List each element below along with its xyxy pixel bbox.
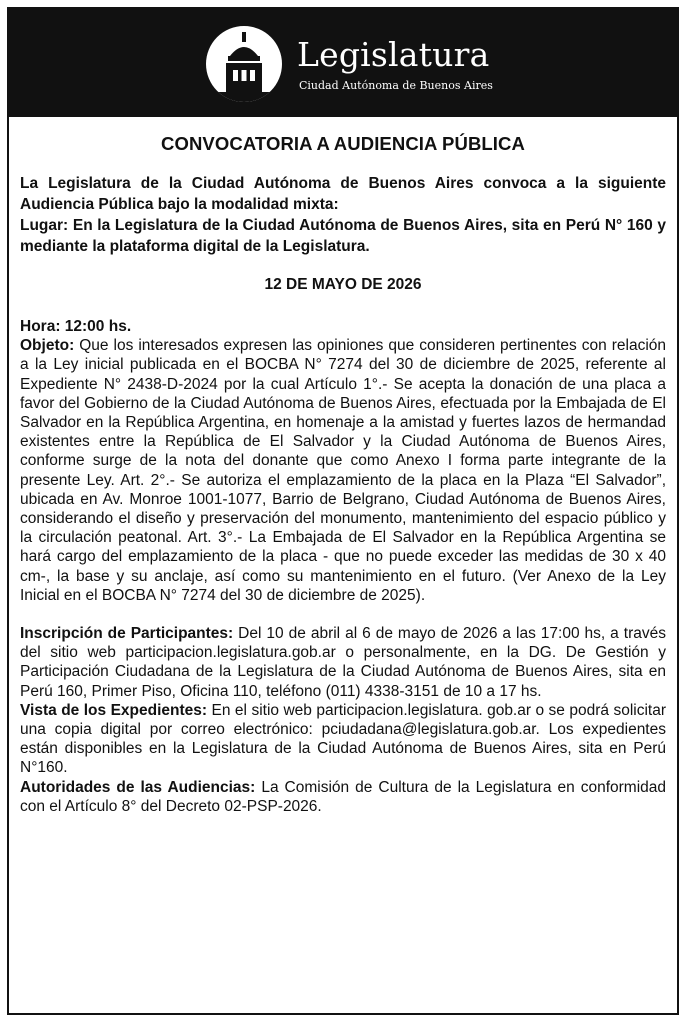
notice-body — [20, 317, 666, 816]
objeto-paragraph — [20, 336, 666, 605]
inscripcion-label: Inscripción de Participantes: — [20, 625, 234, 643]
hearing-date: 12 DE MAYO DE 2026 — [264, 276, 422, 293]
autoridades-label: Autoridades de las Audiencias: — [20, 778, 256, 796]
notice-content — [20, 117, 666, 816]
legislature-dome-icon — [206, 26, 282, 102]
autoridades-text: La Comisión de Cultura de la Legislatura en conformidad con el Artículo 8° del Decreto 02-PSP-2026. — [20, 778, 666, 815]
hora-label: Hora: 12:00 hs. — [20, 318, 132, 335]
header-banner — [9, 9, 677, 117]
intro-convocation: La Legislatura de la Ciudad Autónoma de Buenos Aires convoca a la siguiente Audiencia Pública bajo la modalidad mixta: — [20, 175, 666, 213]
brand-subtitle: Ciudad Autónoma de Buenos Aires — [299, 79, 493, 92]
hora-line — [20, 317, 666, 336]
vista-paragraph — [20, 701, 666, 778]
inscripcion-text: Del 10 de abril al 6 de mayo de 2026 a las 17:00 hs, a través del sitio web participacion.legislatura.gob.ar o personalmente, en la DG. De Gestión y Participación Ciudadana de la Legislatura de la Ciudad Autónoma de Buenos Aires, sita en Perú 160, Primer Piso, Oficina 110, teléfono (011) 4338-3151 de 10 a 17 hs. — [20, 625, 666, 700]
notice-frame — [7, 7, 679, 1015]
paragraph-gap — [20, 605, 666, 624]
intro-block — [20, 173, 666, 257]
brand-title: Legislatura — [297, 35, 490, 74]
vista-label: Vista de los Expedientes: — [20, 701, 208, 719]
autoridades-paragraph — [20, 778, 666, 816]
inscripcion-paragraph — [20, 624, 666, 701]
intro-location: Lugar: En la Legislatura de la Ciudad Autónoma de Buenos Aires, sita en Perú N° 160 y mediante la plataforma digital de la Legislatura. — [20, 217, 666, 255]
page-title: CONVOCATORIA A AUDIENCIA PÚBLICA — [161, 133, 525, 154]
objeto-text: Que los interesados expresen las opiniones que consideren pertinentes con relación a la Ley inicial publicada en el BOCBA N° 7274 del 30 de diciembre de 2025, referente al Expediente N° 2438-D-2024 por la cual Artículo 1°.- Se acepta la donación de una placa a favor del Gobierno de la Ciudad Autónoma de Buenos Aires, efectuada por la Embajada de El Salvador en la República Argentina, en homenaje a la amistad y fuertes lazos de hermandad existentes entre la República de El Salvador y la Ciudad Autónoma de Buenos Aires, conforme surge de la nota del donante que como Anexo I forma parte integrante de la presente Ley. Art. 2°.- Se autoriza el emplazamiento de la placa en la Plaza “El Salvador”, ubicada en Av. Monroe 1001-1077, Barrio de Belgrano, Ciudad Autónoma de Buenos Aires, considerando el diseño y preservación del monumento, mantenimiento del espacio público y la circulación peatonal. Art. 3°.- La Embajada de El Salvador en la República Argentina se hará cargo del emplazamiento de la placa - que no puede exceder las medidas de 30 x 40 cm-, la base y su anclaje, así como su mantenimiento en el futuro. (Ver Anexo de la Ley Inicial en el BOCBA N° 7274 del 30 de diciembre de 2025). — [20, 337, 666, 604]
objeto-label: Objeto: — [20, 337, 75, 355]
vista-text: En el sitio web participacion.legislatura. gob.ar o se podrá solicitar una copia digital por correo electrónico: pciudadana@legislatura.gob.ar. Los expedientes están disponibles en la Legislatura de la Ciudad Autónoma de Buenos Aires, sita en Perú N°160. — [20, 701, 666, 777]
